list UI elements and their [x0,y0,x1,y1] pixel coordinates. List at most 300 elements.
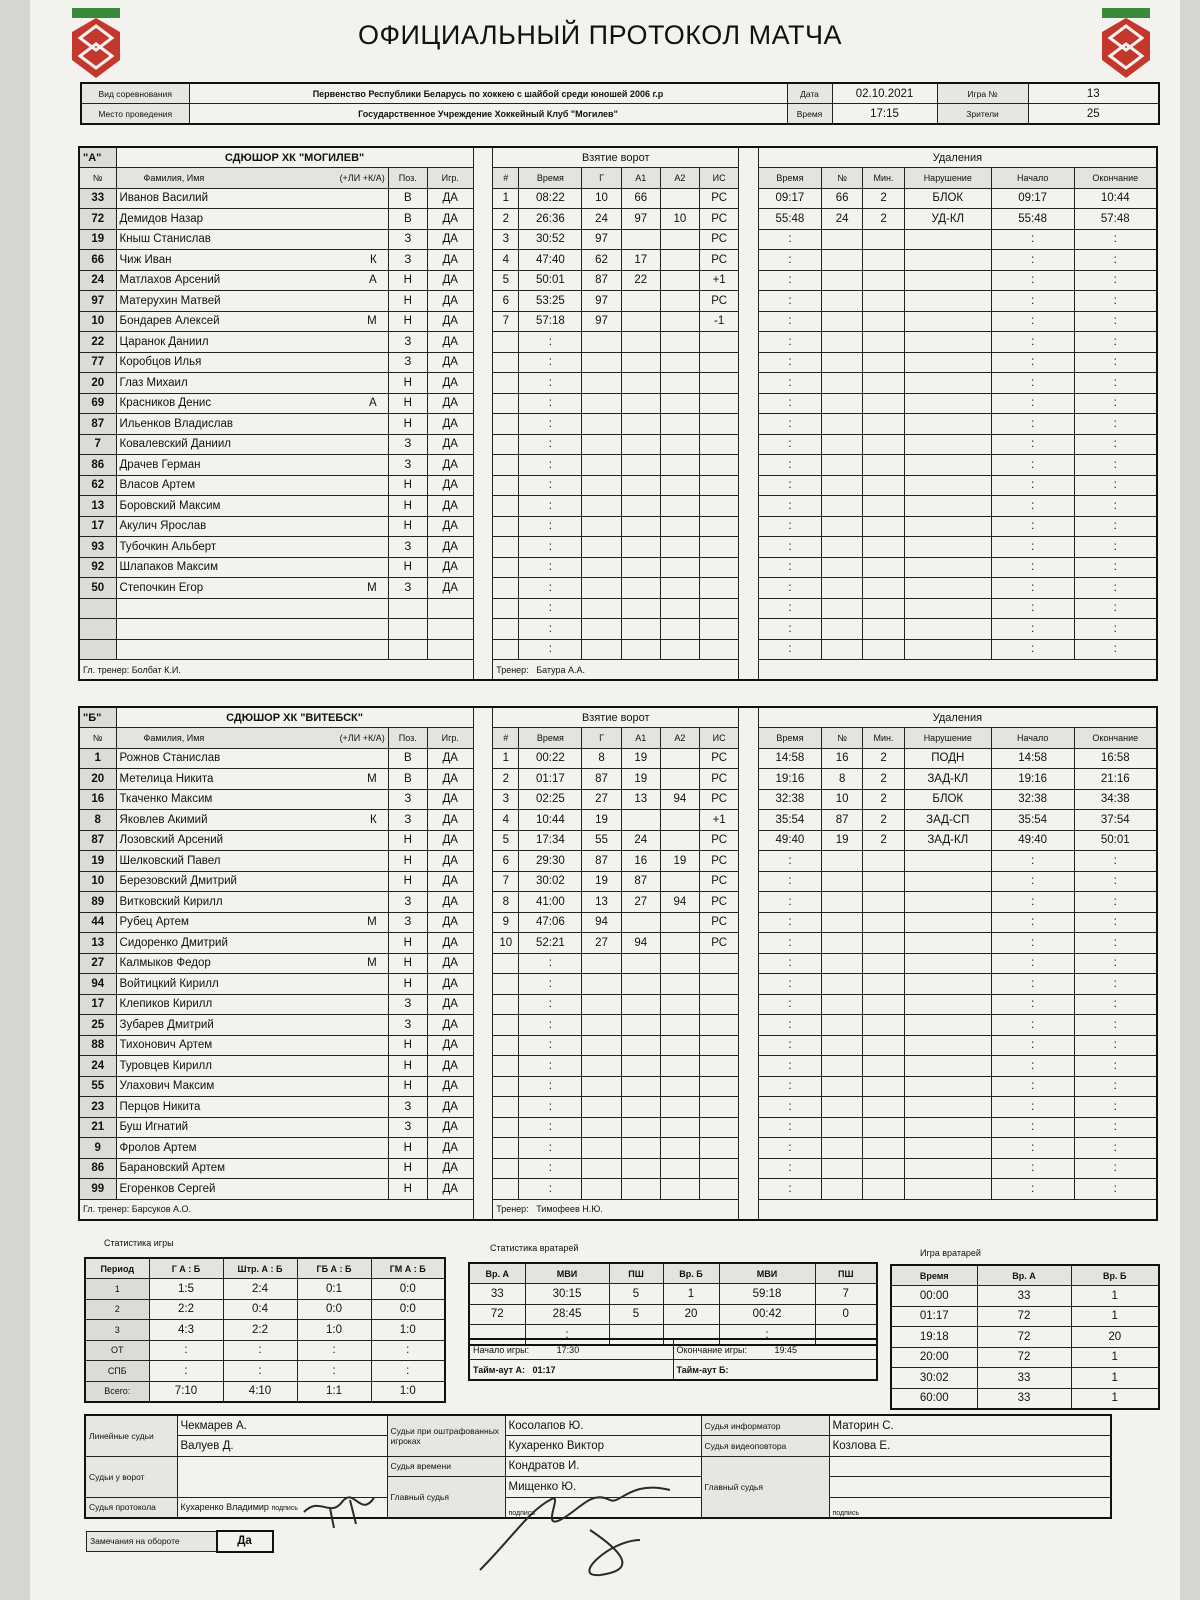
pen-min-header: Мин. [863,728,904,749]
player-position: В [388,209,427,230]
pen-infraction-header: Нарушение [904,168,991,189]
goalie_stats-cell: 72 [469,1304,525,1325]
player-number: 24 [79,270,116,291]
penalty-start: 19:16 [991,769,1074,790]
protocol-judge-label: Судья протокола [85,1497,177,1518]
penalty-end: 34:38 [1074,789,1157,810]
player-name: Коробцов Илья [119,356,202,369]
game_stats-header: Штр. А : Б [223,1258,297,1279]
player-position: Н [388,1179,427,1200]
penalty-minutes: 2 [863,769,904,790]
player-name: Сидоренко Дмитрий [119,936,228,949]
player-position: З [388,994,427,1015]
player-name: Буш Игнатий [119,1121,189,1134]
goal-assist2 [660,748,699,769]
player-name: Барановский Артем [119,1162,226,1175]
goalie_game-cell: 19:18 [891,1327,977,1348]
goalie_game-cell: 33 [977,1368,1071,1389]
game_stats-cell: 1:0 [297,1320,371,1341]
player-number: 20 [79,769,116,790]
game_stats-cell: : [371,1361,445,1382]
player-position: З [388,578,427,599]
num-header: № [79,728,116,749]
time-label: Время [787,104,832,125]
goal-scorer: 10 [582,188,621,209]
player-name: Туровцев Кирилл [119,1059,212,1072]
goalie_stats-cell: 20 [663,1304,719,1325]
goal-situation: +1 [700,270,739,291]
penalty-time: 09:17 [758,188,821,209]
pen-start-header: Начало [991,168,1074,189]
table-row: 77 Коробцов Илья З ДА : : : : [79,352,1157,373]
player-position: Н [388,516,427,537]
goal-situation: РС [700,748,739,769]
penalty-player: 10 [822,789,863,810]
chief-signature [470,1470,690,1580]
player-played: ДА [427,1076,473,1097]
goalie_game-cell: 60:00 [891,1388,977,1409]
player-name: Матерухин Матвей [119,294,221,307]
player-position: З [388,912,427,933]
goal-situation: РС [700,789,739,810]
goal-time: 52:21 [519,933,582,954]
penalty-start: 49:40 [991,830,1074,851]
chief-judge-label: Главный судья [387,1477,505,1518]
table-row: : : : : [79,598,1157,619]
goal-assist2: 94 [660,789,699,810]
penalty-player: 87 [822,810,863,831]
table-row [85,1299,445,1320]
player-role-mark: К [370,253,377,266]
game-stats-title: Статистика игры [104,1238,174,1248]
name-header: Фамилия, Имя [143,732,205,743]
goalie_stats-cell: 5 [609,1284,663,1305]
game_stats-cell: : [297,1361,371,1382]
penalty-time: 19:16 [758,769,821,790]
goal-index: 7 [493,871,519,892]
player-position: Н [388,291,427,312]
player-position: Н [388,311,427,332]
game_stats-cell: 4:3 [149,1320,223,1341]
table-row [891,1286,1159,1307]
video-judge-value: Козлова Е. [829,1436,1111,1457]
pen-infraction-header: Нарушение [904,728,991,749]
goal-time: 47:06 [519,912,582,933]
player-number: 27 [79,953,116,974]
player-name: Шелковский Павел [119,854,221,867]
game_stats-cell: : [371,1340,445,1361]
game_stats-cell: : [149,1340,223,1361]
player-played: ДА [427,311,473,332]
game-stats-table [84,1257,446,1403]
penalty-time: 49:40 [758,830,821,851]
game-end-value: 19:45 [774,1344,798,1355]
player-number: 19 [79,229,116,250]
player-name: Степочкин Егор [119,581,204,594]
goalie_stats-cell: 5 [609,1304,663,1325]
player-number: 50 [79,578,116,599]
table-row: 13 Сидоренко Дмитрий Н ДА 10 52:21 27 94 РС : : : [79,933,1157,954]
game_stats-cell: Всего: [85,1381,149,1402]
table-row: 17 Клепиков Кирилл З ДА : : : : [79,994,1157,1015]
goalie_game-cell: 72 [977,1306,1071,1327]
player-position: З [388,332,427,353]
penalty-time: 32:38 [758,789,821,810]
goal-assist1 [621,810,660,831]
player-name: Акулич Ярослав [119,520,207,533]
goalie_game-cell: 1 [1071,1347,1159,1368]
goal-scorer: 27 [582,789,621,810]
goalie_game-cell: 1 [1071,1388,1159,1409]
goalie-game-title: Игра вратарей [920,1248,981,1258]
goalie_game-cell: 20:00 [891,1347,977,1368]
goal-time: 47:40 [519,250,582,271]
player-role-mark: А [369,274,377,287]
player-played: ДА [427,537,473,558]
game_stats-header: Период [85,1258,149,1279]
player-number: 94 [79,974,116,995]
table-row: 55 Улахович Максим Н ДА : : : : [79,1076,1157,1097]
player-number: 23 [79,1097,116,1118]
team-b-block [78,706,1158,1221]
penalty-infraction: ЗАД-КЛ [904,769,991,790]
table-row: 62 Власов Артем Н ДА : : : : [79,475,1157,496]
game_stats-cell: 0:0 [371,1279,445,1300]
penalty-minutes: 2 [863,748,904,769]
game_stats-cell: 1:1 [297,1381,371,1402]
page-title: ОФИЦИАЛЬНЫЙ ПРОТОКОЛ МАТЧА [358,20,842,50]
goal-scorer: 27 [582,933,621,954]
player-role-mark: А [369,397,377,410]
player-number: 88 [79,1035,116,1056]
player-position: Н [388,851,427,872]
penalty-start: 35:54 [991,810,1074,831]
goal-assist2 [660,933,699,954]
table-row [891,1306,1159,1327]
table-row [891,1388,1159,1409]
date-label: Дата [787,83,832,104]
table-row: 27 Калмыков Федор М Н ДА : : : : [79,953,1157,974]
goalie_stats-cell: : [525,1325,609,1346]
table-row [79,188,1157,209]
player-number: 13 [79,496,116,517]
player-played: ДА [427,414,473,435]
goal-assist1: 19 [621,748,660,769]
goal-index: 2 [493,209,519,230]
player-role-mark: М [367,772,377,785]
player-number: 87 [79,414,116,435]
goal-situation: РС [700,291,739,312]
penalty-time: 35:54 [758,810,821,831]
venue-label: Место проведения [81,104,189,125]
goal-scorer: 87 [582,270,621,291]
player-position: Н [388,475,427,496]
remarks-table [86,1530,274,1553]
player-number: 8 [79,810,116,831]
player-position: З [388,229,427,250]
table-row: 22 Царанок Даниил З ДА : : : : [79,332,1157,353]
player-number: 33 [79,188,116,209]
team-name: СДЮШОР ХК "МОГИЛЕВ" [116,147,473,168]
trainer-name: Батура А.А. [536,664,586,675]
goal-time: 17:34 [519,830,582,851]
table-row: : : : : [79,619,1157,640]
goal-time: 30:52 [519,229,582,250]
player-played: ДА [427,578,473,599]
goal-index: 7 [493,311,519,332]
pen-end-header: Окончание [1074,728,1157,749]
table-row: 44 Рубец Артем М З ДА 9 47:06 94 РС : : : [79,912,1157,933]
penalty-infraction: ЗАД-КЛ [904,830,991,851]
player-played: ДА [427,810,473,831]
player-position: З [388,1015,427,1036]
player-number: 72 [79,209,116,230]
player-position: Н [388,557,427,578]
player-played: ДА [427,270,473,291]
linesmen-label: Линейные судьи [85,1415,177,1456]
goalie-game-table [890,1264,1160,1410]
player-played: ДА [427,912,473,933]
player-played: ДА [427,1138,473,1159]
pen-end-header: Окончание [1074,168,1157,189]
chief-sign-label: подпись [505,1497,701,1518]
pen-start-header: Начало [991,728,1074,749]
player-played: ДА [427,516,473,537]
player-name: Боровский Максим [119,499,221,512]
goal-assist2 [660,270,699,291]
protocol-signature [300,1488,380,1532]
player-number: 66 [79,250,116,271]
table-row [85,1340,445,1361]
game_stats-cell: 0:0 [297,1299,371,1320]
player-role-mark: К [370,813,377,826]
goal-assist2 [660,912,699,933]
player-name: Егоренков Сергей [119,1182,216,1195]
goalie_stats-cell: 59:18 [719,1284,815,1305]
table-row: 19 Кныш Станислав З ДА 3 30:52 97 РС : : : [79,229,1157,250]
goal-time: 00:22 [519,748,582,769]
player-position: Н [388,1158,427,1179]
goal-assist1 [621,229,660,250]
penalty-judges-label: Судьи при оштрафованных игроках [387,1415,505,1456]
goal-assist1: 27 [621,892,660,913]
player-number: 1 [79,748,116,769]
name-note-header: (+ЛИ +К/А) [339,732,385,743]
player-name: Ильенков Владислав [119,417,233,430]
competition-label: Вид соревнования [81,83,189,104]
pen-num-header: № [822,168,863,189]
penalty-player: 16 [822,748,863,769]
head-coach: Гл. тренер: Болбат К.И. [79,660,473,681]
player-position: Н [388,1056,427,1077]
goal-situation: РС [700,912,739,933]
played-header: Игр. [427,168,473,189]
team_b-table [78,706,1158,1221]
goalie_stats-cell: 28:45 [525,1304,609,1325]
player-played: ДА [427,892,473,913]
timeout-b-label: Тайм-аут Б: [676,1364,729,1375]
goalie_game-cell: 72 [977,1327,1071,1348]
goalie_stats-header: ПШ [815,1263,877,1284]
game_stats-cell: 1:0 [371,1320,445,1341]
table-row [891,1327,1159,1348]
player-played: ДА [427,496,473,517]
player-position: В [388,188,427,209]
goal-assist1: 66 [621,188,660,209]
player-number: 92 [79,557,116,578]
goal-time: 01:17 [519,769,582,790]
goal-scorer: 13 [582,892,621,913]
penalty-start: 55:48 [991,209,1074,230]
table-row [79,810,1157,831]
timeout-a-value: 01:17 [532,1364,556,1375]
player-name: Зубарев Дмитрий [119,1018,214,1031]
player-played: ДА [427,851,473,872]
penalty-player: 24 [822,209,863,230]
game_stats-header: ГМ А : Б [371,1258,445,1279]
penalty-end: 37:54 [1074,810,1157,831]
player-name: Фролов Артем [119,1141,197,1154]
linesman-2: Валуев Д. [177,1436,387,1457]
penalty-start: 32:38 [991,789,1074,810]
goal-assist2: 94 [660,892,699,913]
penalty-start: 14:58 [991,748,1074,769]
table-row: 10 Березовский Дмитрий Н ДА 7 30:02 19 87 РС : : : [79,871,1157,892]
goal-situation-header: ИС [700,168,739,189]
player-number: 44 [79,912,116,933]
date-value: 02.10.2021 [832,83,937,104]
penalty-player: 8 [822,769,863,790]
game_stats-cell: 3 [85,1320,149,1341]
team-a-block [78,146,1158,681]
table-row: 24 Матлахов Арсений А Н ДА 5 50:01 87 22 +1 : : : [79,270,1157,291]
goal-scorer: 97 [582,311,621,332]
goalie_stats-header: МВИ [719,1263,815,1284]
player-position: З [388,455,427,476]
pos-header: Поз. [388,728,427,749]
name-note-header: (+ЛИ +К/А) [339,172,385,183]
table-row: 19 Шелковский Павел Н ДА 6 29:30 87 16 19 РС : : : [79,851,1157,872]
player-role-mark: М [367,916,377,929]
player-name: Иванов Василий [119,192,209,205]
goalie_stats-header: МВИ [525,1263,609,1284]
player-number: 86 [79,1158,116,1179]
goal-situation: +1 [700,810,739,831]
chief-judge-2-label: Главный судья [701,1456,829,1518]
player-number: 10 [79,311,116,332]
goalie_game-cell: 30:02 [891,1368,977,1389]
timekeeper-value: Кондратов И. [505,1456,701,1477]
game_stats-cell: 2:4 [223,1279,297,1300]
penalty-infraction: ЗАД-СП [904,810,991,831]
num-header: № [79,168,116,189]
player-name: Тубочкин Альберт [119,540,217,553]
goal-index: 5 [493,270,519,291]
goalie_game-cell: 01:17 [891,1306,977,1327]
table-row: 7 Ковалевский Даниил З ДА : : : : [79,434,1157,455]
goal-situation: РС [700,851,739,872]
player-played: ДА [427,475,473,496]
game_stats-cell: : [297,1340,371,1361]
penalty-judge-2: Кухаренко Виктор [505,1436,701,1457]
player-number: 16 [79,789,116,810]
goalie_stats-cell: 00:42 [719,1304,815,1325]
goalie_stats-cell: 0 [815,1304,877,1325]
player-name: Клепиков Кирилл [119,998,213,1011]
game-end-label: Окончание игры: [676,1344,747,1355]
goalie-stats-table [468,1262,878,1346]
goal-scorer: 55 [582,830,621,851]
protocol-judge-value: Кухаренко Владимир [180,1502,269,1512]
goal-index: 3 [493,789,519,810]
table-row [79,209,1157,230]
player-name: Витковский Кирилл [119,895,223,908]
player-played: ДА [427,769,473,790]
goal-situation: РС [700,830,739,851]
player-number: 97 [79,291,116,312]
player-played: ДА [427,830,473,851]
goal-time: 26:36 [519,209,582,230]
informer-label: Судья информатор [701,1415,829,1436]
goalie_game-cell: 1 [1071,1286,1159,1307]
game_stats-cell: : [149,1361,223,1382]
team_a-table [78,146,1158,681]
player-position: Н [388,1076,427,1097]
player-name: Ткаченко Максим [119,793,213,806]
goal-time: 29:30 [519,851,582,872]
penalty-infraction: УД-КЛ [904,209,991,230]
goal-assist2 [660,871,699,892]
player-played: ДА [427,373,473,394]
player-number: 62 [79,475,116,496]
goalie_stats-header: Вр. А [469,1263,525,1284]
penalty-time: 14:58 [758,748,821,769]
penalty-end: 10:44 [1074,188,1157,209]
player-played: ДА [427,871,473,892]
goal-index: 1 [493,748,519,769]
linesman-1: Чекмарев А. [177,1415,387,1436]
goal-situation: РС [700,188,739,209]
player-name: Перцов Никита [119,1100,201,1113]
player-played: ДА [427,188,473,209]
goals-title: Взятие ворот [493,707,739,728]
goal-assist1 [621,291,660,312]
goal-situation: РС [700,871,739,892]
goal-assist1-header: А1 [621,168,660,189]
player-position: В [388,748,427,769]
goal-time-header: Время [519,168,582,189]
goal-assist2 [660,810,699,831]
team-tag: "А" [79,147,116,168]
player-name: Яковлев Акимий [119,813,208,826]
goal-index: 6 [493,291,519,312]
penalty-judge-1: Косолапов Ю. [505,1415,701,1436]
player-number: 22 [79,332,116,353]
penalties-title: Удаления [758,707,1157,728]
goal-assist1: 94 [621,933,660,954]
player-position: Н [388,414,427,435]
player-number: 9 [79,1138,116,1159]
played-header: Игр. [427,728,473,749]
player-played: ДА [427,748,473,769]
game_stats-cell: 1 [85,1279,149,1300]
table-row [469,1284,877,1305]
player-name: Драчев Герман [119,458,201,471]
table-row: 13 Боровский Максим Н ДА : : : : [79,496,1157,517]
goal-assist2: 19 [660,851,699,872]
game_stats-cell: 0:1 [297,1279,371,1300]
table-row [469,1304,877,1325]
